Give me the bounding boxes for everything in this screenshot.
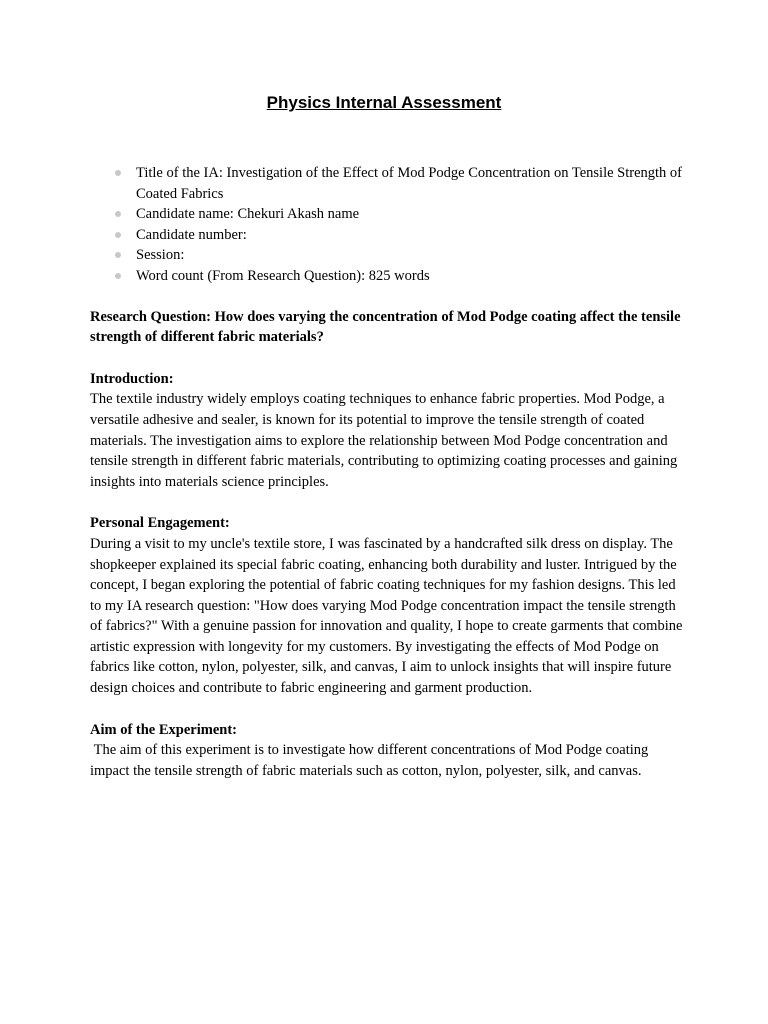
bullet-icon — [115, 273, 121, 279]
ia-details-list — [90, 163, 686, 287]
aim-section — [90, 720, 686, 782]
list-item — [90, 245, 686, 266]
bullet-icon — [115, 170, 121, 176]
personal-engagement-heading: Personal Engagement: — [90, 515, 230, 532]
candidate-name-item: Candidate name: Chekuri Akash name — [136, 206, 360, 223]
bullet-icon — [115, 232, 121, 238]
list-item — [90, 204, 686, 225]
personal-engagement-section — [90, 513, 686, 698]
personal-engagement-body: During a visit to my uncle's textile store, I was fascinated by a handcrafted silk dress on display. The shopkeeper explained its special fabric coating, enhancing both durability and luster. Intrigued by the concept, I began exploring the potential of fabric coating techniques for my fashion designs. This led to my IA research question: "How does varying Mod Podge concentration impact the tensile strength of fabrics?" With a genuine passion for innovation and quality, I hope to create garments that combine artistic expression with longevity for my customers. By investigating the effects of Mod Podge on fabrics like cotton, nylon, polyester, silk, and canvas, I aim to unlock insights that will inspire future design choices and contribute to fabric engineering and garment production. — [90, 535, 683, 697]
research-question: Research Question: How does varying the concentration of Mod Podge coating affect the tensile strength of different fabric materials? — [90, 308, 681, 346]
bullet-icon — [115, 252, 121, 258]
introduction-heading: Introduction: — [90, 370, 174, 387]
introduction-body: The textile industry widely employs coating techniques to enhance fabric properties. Mod Podge, a versatile adhesive and sealer, is known for its potential to improve the tensile strength of coated materials. The investigation aims to explore the relationship between Mod Podge concentration and tensile strength in different fabric materials, contributing to optimizing coating processes and gaining insights into materials science principles. — [90, 391, 678, 490]
list-item — [90, 163, 686, 204]
document-title: Physics Internal Assessment — [266, 93, 502, 112]
document-content — [90, 163, 686, 781]
word-count-item: Word count (From Research Question): 825 words — [136, 267, 430, 284]
ia-title-item: Title of the IA: Investigation of the Effect of Mod Podge Concentration on Tensile Strength of Coated Fabrics — [136, 165, 683, 202]
list-item — [90, 266, 686, 287]
aim-heading: Aim of the Experiment: — [90, 721, 237, 738]
introduction-section — [90, 369, 686, 493]
session-item: Session: — [136, 247, 185, 264]
candidate-number-item: Candidate number: — [136, 226, 247, 243]
aim-body: The aim of this experiment is to investigate how different concentrations of Mod Podge coating impact the tensile strength of fabric materials such as cotton, nylon, polyester, silk, and canvas. — [90, 742, 652, 779]
bullet-icon — [115, 211, 121, 217]
list-item — [90, 225, 686, 246]
